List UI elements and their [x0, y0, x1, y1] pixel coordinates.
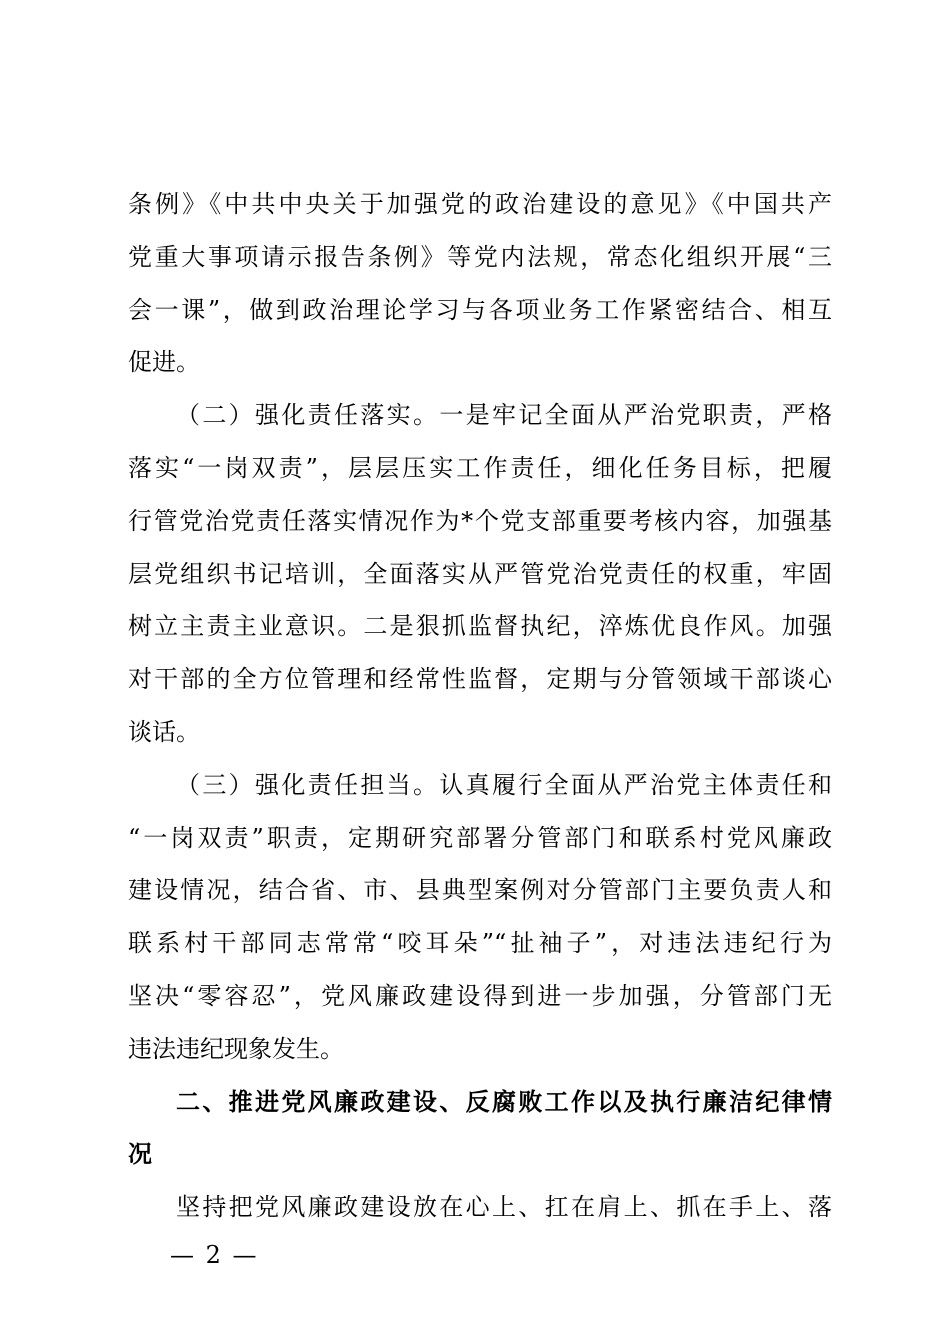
paragraph [128, 178, 832, 389]
text-line: 层党组织书记培训，全面落实从严管党治党责任的权重，牢固 [128, 559, 832, 588]
text-line: 建设情况，结合省、市、县典型案例对分管部门主要负责人和 [128, 876, 832, 905]
text-line: 会一课”，做到政治理论学习与各项业务工作紧密结合、相互 [128, 295, 832, 324]
text-line: 坚持把党风廉政建设放在心上、扛在肩上、抓在手上、落 [176, 1193, 832, 1222]
text-line: 违法违纪现象发生。 [128, 1034, 344, 1063]
paragraph [128, 1181, 832, 1234]
text-line: 坚决“零容忍”，党风廉政建设得到进一步加强，分管部门无 [128, 981, 832, 1010]
paragraph [128, 759, 832, 1076]
text-line: “一岗双责”职责，定期研究部署分管部门和联系村党风廉政 [128, 823, 832, 852]
text-line: 二、推进党风廉政建设、反腐败工作以及执行廉洁纪律情 [176, 1086, 832, 1116]
text-line: （二）强化责任落实。一是牢记全面从严治党职责，严格 [176, 401, 832, 430]
text-line: 行管党治党责任落实情况作为*个党支部重要考核内容，加强基 [128, 506, 832, 535]
text-line: 谈话。 [128, 717, 200, 746]
text-line: 落实“一岗双责”，层层压实工作责任，细化任务目标，把履 [128, 453, 832, 482]
text-line: 促进。 [128, 348, 200, 377]
text-line: （三）强化责任担当。认真履行全面从严治党主体责任和 [176, 770, 832, 799]
text-line: 条例》《中共中央关于加强党的政治建设的意见》《中国共产 [128, 190, 832, 218]
text-line: 况 [128, 1139, 152, 1169]
text-line: 联系村干部同志常常“咬耳朵”“扯袖子”，对违法违纪行为 [128, 929, 832, 958]
page-number: — 2 — [170, 1241, 259, 1269]
paragraph [128, 389, 832, 759]
document-body [128, 178, 832, 1234]
text-line: 树立主责主业意识。二是狠抓监督执纪，淬炼优良作风。加强 [128, 612, 832, 641]
section-heading [128, 1076, 832, 1182]
text-line: 对干部的全方位管理和经常性监督，定期与分管领域干部谈心 [128, 665, 832, 694]
text-line: 党重大事项请示报告条例》等党内法规，常态化组织开展“三 [128, 242, 832, 271]
